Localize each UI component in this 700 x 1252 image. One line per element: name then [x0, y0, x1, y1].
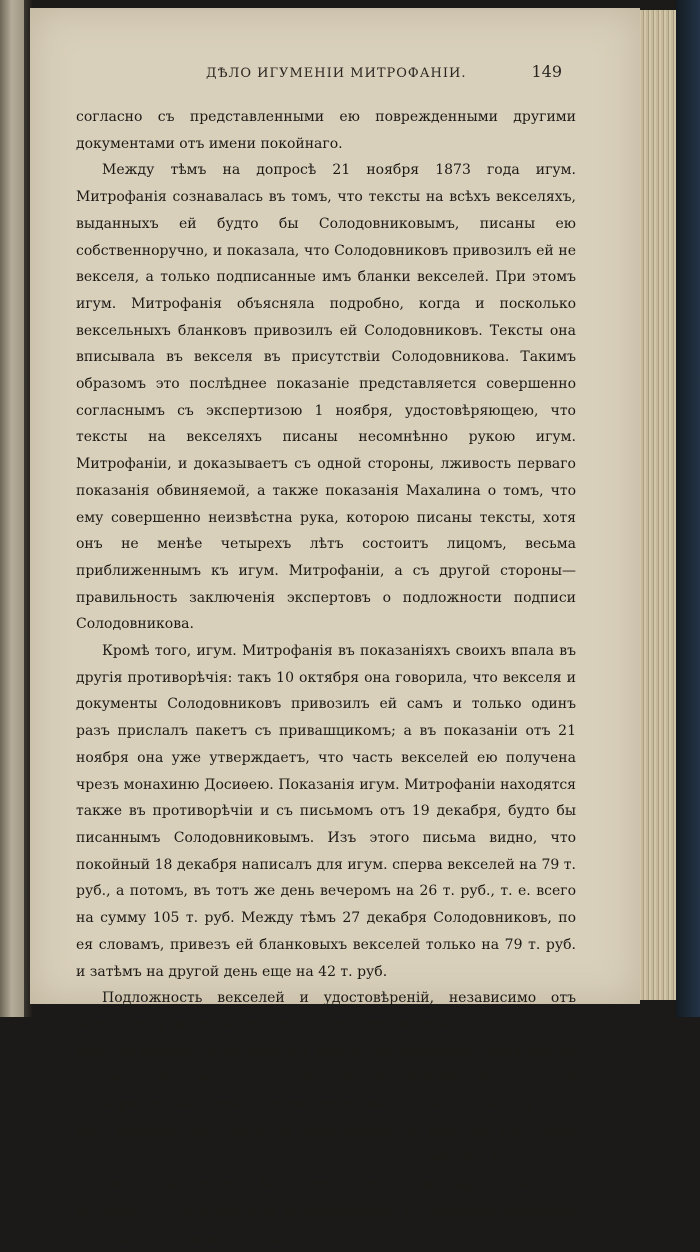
paragraph: Подложность векселей и удостовѣреній, независимо отъ экспертизы и пухлости въ количествѣ и суммѣ, на которую векселя выданы, доказывается еще и содержаніемъ означенныхъ документовъ. Такъ, въ удостовѣреніи на имя Махалина отъ 30 декабря сказано, что Солодовниковъ выдалъ Махалину на 30 т. руб. векселей въ уплату за полученныя съ него въ эту сумму деньги, которыя онъ, Солодовниковъ, употребилъ по своимъ дѣламъ. Между тѣмъ и Махалинъ, и игум. Митрофанія согласны въ томъ, что эти векселя пожертвованы, и Махалинъ никакихъ денегъ Солодовникову не платилъ. [76, 990, 576, 1247]
book-page [30, 8, 640, 1247]
running-title: ДѢЛО ИГУМЕНІИ МИТРОФАНІИ. [206, 66, 467, 81]
page-body [76, 104, 576, 1252]
book-cover-edge [676, 0, 700, 1017]
paragraph-continuation: согласно съ представленными ею поврежденными другими документами отъ имени покойнаго. [76, 109, 576, 152]
paragraph: Между тѣмъ на допросѣ 21 ноября 1873 года игум. Митрофанія сознавалась въ томъ, что тексты на всѣхъ векселяхъ, выданныхъ ей будто бы Солодовниковымъ, писаны ею собственноручно, и показала, что Солодовниковъ привозилъ ей не векселя, а только подписанные имъ бланки векселей. При этомъ игум. Митрофанія объясняла подробно, когда и посколько вексельныхъ бланковъ привозилъ ей Солодовниковъ. Тексты она вписывала въ векселя въ присутствіи Солодовникова. Такимъ образомъ это послѣднее показаніе представляется совершенно согласнымъ съ экспертизою 1 ноября, удостовѣряющею, что тексты на векселяхъ писаны несомнѣнно рукою игум. Митрофаніи, и доказываетъ съ одной стороны, лживость перваго показанія обвиняемой, а также показанія Махалина о томъ, что ему совершенно неизвѣстна рука, которою писаны тексты, хотя онъ не менѣе четырехъ лѣтъ состоитъ лицомъ, весьма приближеннымъ къ игум. Митрофаніи, а съ другой стороны—правильность заключенія экспертовъ о подложности подписи Солодовникова. [76, 162, 576, 633]
paragraph: Кромѣ того, игум. Митрофанія въ показаніяхъ своихъ впала въ другія противорѣчія: такъ 10 октября она говорила, что векселя и документы Солодовниковъ привозилъ ей самъ и только одинъ разъ прислалъ пакетъ съ привашцикомъ; а въ показаніи отъ 21 ноября она уже утверждаетъ, что часть векселей ею получена чрезъ монахиню Досиѳею. Показанія игум. Митрофаніи находятся также въ противорѣчіи и съ письмомъ отъ 19 декабря, будто бы писаннымъ Солодовниковымъ. Изъ этого письма видно, что покойный 18 декабря написалъ для игум. сперва векселей на 79 т. руб., а потомъ, въ тотъ же день вечеромъ на 26 т. руб., т. е. всего на сумму 105 т. руб. Между тѣмъ 27 декабря Солодовниковъ, по ея словамъ, привезъ ей бланковыхъ векселей только на 79 т. руб. и затѣмъ на другой день еще на 42 т. руб. [76, 643, 576, 980]
facing-page-edge [0, 0, 26, 1017]
page-number: 149 [531, 62, 562, 81]
running-header [46, 60, 624, 86]
page-stack-edge [636, 10, 676, 1000]
